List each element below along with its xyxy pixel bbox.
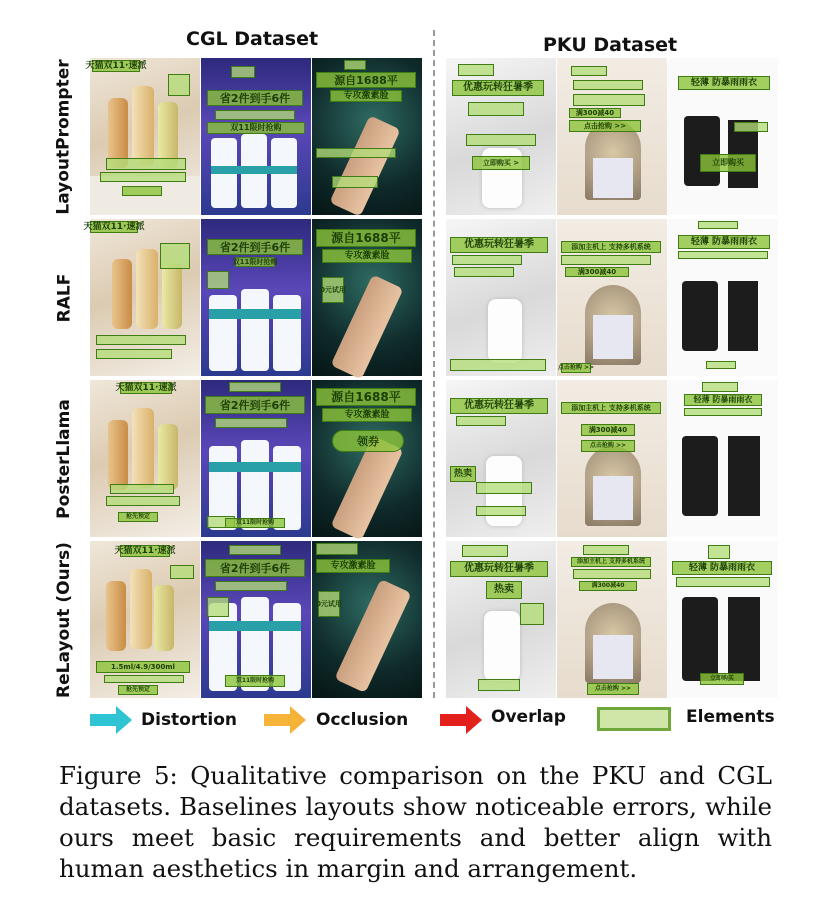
cgl-poster-cerave-layoutprompter xyxy=(201,58,311,215)
layout-element xyxy=(573,569,651,579)
layout-element: 专攻激素脸 xyxy=(316,559,390,573)
pku-poster-milk-relayout xyxy=(446,541,556,698)
layout-element: 天猫双11·速派 xyxy=(115,382,177,393)
layout-element: 源自1688平 xyxy=(316,229,416,247)
layout-element xyxy=(684,408,762,416)
layout-element: 专攻激素脸 xyxy=(330,90,402,102)
layout-element: 立即购买 xyxy=(700,154,756,172)
layout-element: 立即购买 > xyxy=(472,156,530,170)
layout-element xyxy=(215,581,287,591)
figure-caption: Figure 5: Qualitative comparison on the PKU and CGL datasets. Baselines layouts show noticeable errors, while ours meet basic requirements and better align with human aesthetics in margin and arrangement. xyxy=(59,761,772,883)
layout-element: 抢先预定 xyxy=(118,685,158,695)
layout-element: 优惠玩转狂暑季 xyxy=(452,80,544,96)
layout-element: 轻薄 防暴雨雨衣 xyxy=(678,76,770,90)
layout-element xyxy=(96,335,186,345)
row-label-relayout: ReLayout (Ours) xyxy=(54,541,74,698)
layout-element: 省2件到手6件 xyxy=(207,239,303,255)
layout-element: 天猫双11·速派 xyxy=(83,221,145,232)
layout-element: 双11限时抢购 xyxy=(225,518,285,528)
layout-element xyxy=(573,80,643,90)
layout-element xyxy=(458,64,494,76)
row-label-layoutprompter: LayoutPrompter xyxy=(54,58,74,215)
layout-element: 轻薄 防暴雨雨衣 xyxy=(684,394,762,406)
layout-element xyxy=(708,545,730,559)
layout-element xyxy=(316,543,358,555)
pku-poster-milk-posterllama xyxy=(446,380,556,537)
layout-element xyxy=(678,251,768,259)
layout-element xyxy=(106,496,180,506)
layout-element: 双11限时抢购 xyxy=(225,675,285,687)
layout-element xyxy=(122,186,162,196)
layout-element: 领券 xyxy=(332,430,404,452)
layout-element xyxy=(573,94,645,106)
layout-element: 满300减40 xyxy=(565,267,629,277)
cgl-poster-bottles-ralf xyxy=(83,219,200,376)
layout-element xyxy=(450,359,546,371)
layout-element: 满300减40 xyxy=(569,108,621,118)
layout-element xyxy=(676,577,770,587)
layout-element xyxy=(476,506,526,516)
cgl-dataset-title: CGL Dataset xyxy=(186,28,319,50)
layout-element: 添加主机上 支持多机系统 xyxy=(561,241,661,253)
layout-element: 热卖 xyxy=(450,466,476,482)
layout-element xyxy=(229,545,281,555)
layout-element xyxy=(231,66,255,78)
layout-element: 1.5ml/4.9/300ml xyxy=(96,661,190,673)
pku-poster-milk-layoutprompter xyxy=(446,58,556,215)
pku-dataset-title: PKU Dataset xyxy=(543,34,678,56)
legend-overlap-label: Overlap xyxy=(491,707,566,727)
layout-element: 优惠玩转狂暑季 xyxy=(450,561,548,577)
legend-elements-label: Elements xyxy=(686,707,775,727)
layout-element: 天猫双11·速派 xyxy=(85,60,147,71)
layout-element xyxy=(571,66,607,76)
cgl-poster-cerave-relayout xyxy=(201,541,311,698)
legend-overlap-arrow-icon xyxy=(440,706,482,734)
layout-element: 源自1688平 xyxy=(316,388,416,406)
layout-element xyxy=(462,545,508,557)
layout-element: 添加主机上 支持多机系统 xyxy=(561,402,661,414)
layout-element: 立即购买 xyxy=(700,673,744,685)
layout-element: 优惠玩转狂暑季 xyxy=(450,237,548,253)
layout-element xyxy=(332,176,378,188)
layout-element: 热卖 xyxy=(486,581,522,599)
row-label-ralf: RALF xyxy=(54,273,75,322)
layout-element xyxy=(170,565,194,579)
layout-element: 专攻激素脸 xyxy=(322,408,412,422)
row-label-posterllama: PosterLlama xyxy=(54,398,74,519)
layout-element xyxy=(734,122,768,132)
cgl-poster-bottles-relayout xyxy=(90,541,200,698)
layout-element xyxy=(96,349,172,359)
layout-element xyxy=(583,545,629,555)
layout-element: 满300减40 xyxy=(579,581,637,591)
pku-poster-catfood-posterllama xyxy=(557,380,667,537)
layout-element xyxy=(698,221,738,229)
layout-element xyxy=(456,416,506,426)
layout-element xyxy=(168,74,190,96)
layout-element: 满300减40 xyxy=(581,424,635,436)
layout-element: 省2件到手6件 xyxy=(207,90,303,106)
layout-element: 优惠玩转狂暑季 xyxy=(450,398,548,414)
cgl-poster-cerave-ralf xyxy=(201,219,311,376)
cgl-poster-dark-relayout xyxy=(312,541,422,698)
layout-element xyxy=(344,60,366,70)
layout-element xyxy=(207,271,229,289)
pku-poster-raincoat-posterllama xyxy=(668,380,778,537)
layout-element: 0元试用 xyxy=(318,591,340,617)
pku-poster-raincoat-layoutprompter xyxy=(668,58,778,215)
layout-element xyxy=(100,172,186,182)
cgl-poster-dark-posterllama xyxy=(312,380,422,537)
layout-element: 轻薄 防暴雨雨衣 xyxy=(672,561,772,575)
layout-element xyxy=(478,679,520,691)
pku-poster-catfood-relayout xyxy=(557,541,667,698)
layout-element xyxy=(215,418,287,428)
layout-element: 天猫双11·速派 xyxy=(114,545,176,556)
cgl-poster-cerave-posterllama xyxy=(201,380,311,537)
legend-elements-swatch xyxy=(597,707,671,731)
cgl-poster-bottles-layoutprompter xyxy=(85,58,200,215)
layout-element xyxy=(110,484,174,494)
layout-element xyxy=(561,255,651,265)
layout-element: 抢先预定 xyxy=(118,512,158,522)
layout-element xyxy=(452,255,522,265)
layout-element xyxy=(706,361,736,369)
layout-element xyxy=(702,382,738,392)
layout-element xyxy=(160,243,190,269)
layout-element xyxy=(104,675,184,683)
layout-element xyxy=(468,102,524,116)
layout-element: 专攻激素脸 xyxy=(322,249,412,263)
layout-element xyxy=(207,597,229,617)
layout-element xyxy=(476,482,532,494)
layout-element: 0元试用 xyxy=(322,277,344,303)
layout-element xyxy=(454,267,514,277)
cgl-poster-bottles-posterllama xyxy=(90,380,200,537)
layout-element xyxy=(466,134,536,146)
layout-element: 点击抢购 >> xyxy=(569,120,641,132)
dataset-divider xyxy=(433,30,435,698)
pku-poster-catfood-ralf xyxy=(557,219,667,376)
legend-occlusion-label: Occlusion xyxy=(316,710,409,730)
legend-distortion-arrow-icon xyxy=(90,706,132,734)
pku-poster-raincoat-relayout xyxy=(668,541,778,698)
layout-element: 轻薄 防暴雨雨衣 xyxy=(678,235,770,249)
layout-element: 点击抢购 >> xyxy=(581,440,635,452)
layout-element: 省2件到手6件 xyxy=(205,396,305,414)
layout-element xyxy=(106,158,186,170)
layout-element: 双11限时抢购 xyxy=(207,122,305,134)
layout-element xyxy=(215,110,295,120)
legend-occlusion-arrow-icon xyxy=(264,706,306,734)
layout-element xyxy=(229,382,281,392)
layout-element: 添加主机上 支持多机系统 xyxy=(571,557,651,567)
layout-element xyxy=(316,148,396,158)
cgl-poster-dark-ralf xyxy=(312,219,422,376)
layout-element: 源自1688平 xyxy=(316,72,416,88)
layout-element: 点击抢购 >> xyxy=(587,683,639,695)
layout-element xyxy=(520,603,544,625)
pku-poster-milk-ralf xyxy=(446,219,556,376)
pku-poster-raincoat-ralf xyxy=(668,219,778,376)
legend-distortion-label: Distortion xyxy=(141,710,237,730)
pku-poster-catfood-layoutprompter xyxy=(557,58,667,215)
cgl-poster-dark-layoutprompter xyxy=(312,58,422,215)
layout-element: 双11限时抢购 xyxy=(232,257,278,266)
layout-element: 省2件到手6件 xyxy=(205,559,305,577)
layout-element: 点击抢购 >> xyxy=(557,364,595,371)
